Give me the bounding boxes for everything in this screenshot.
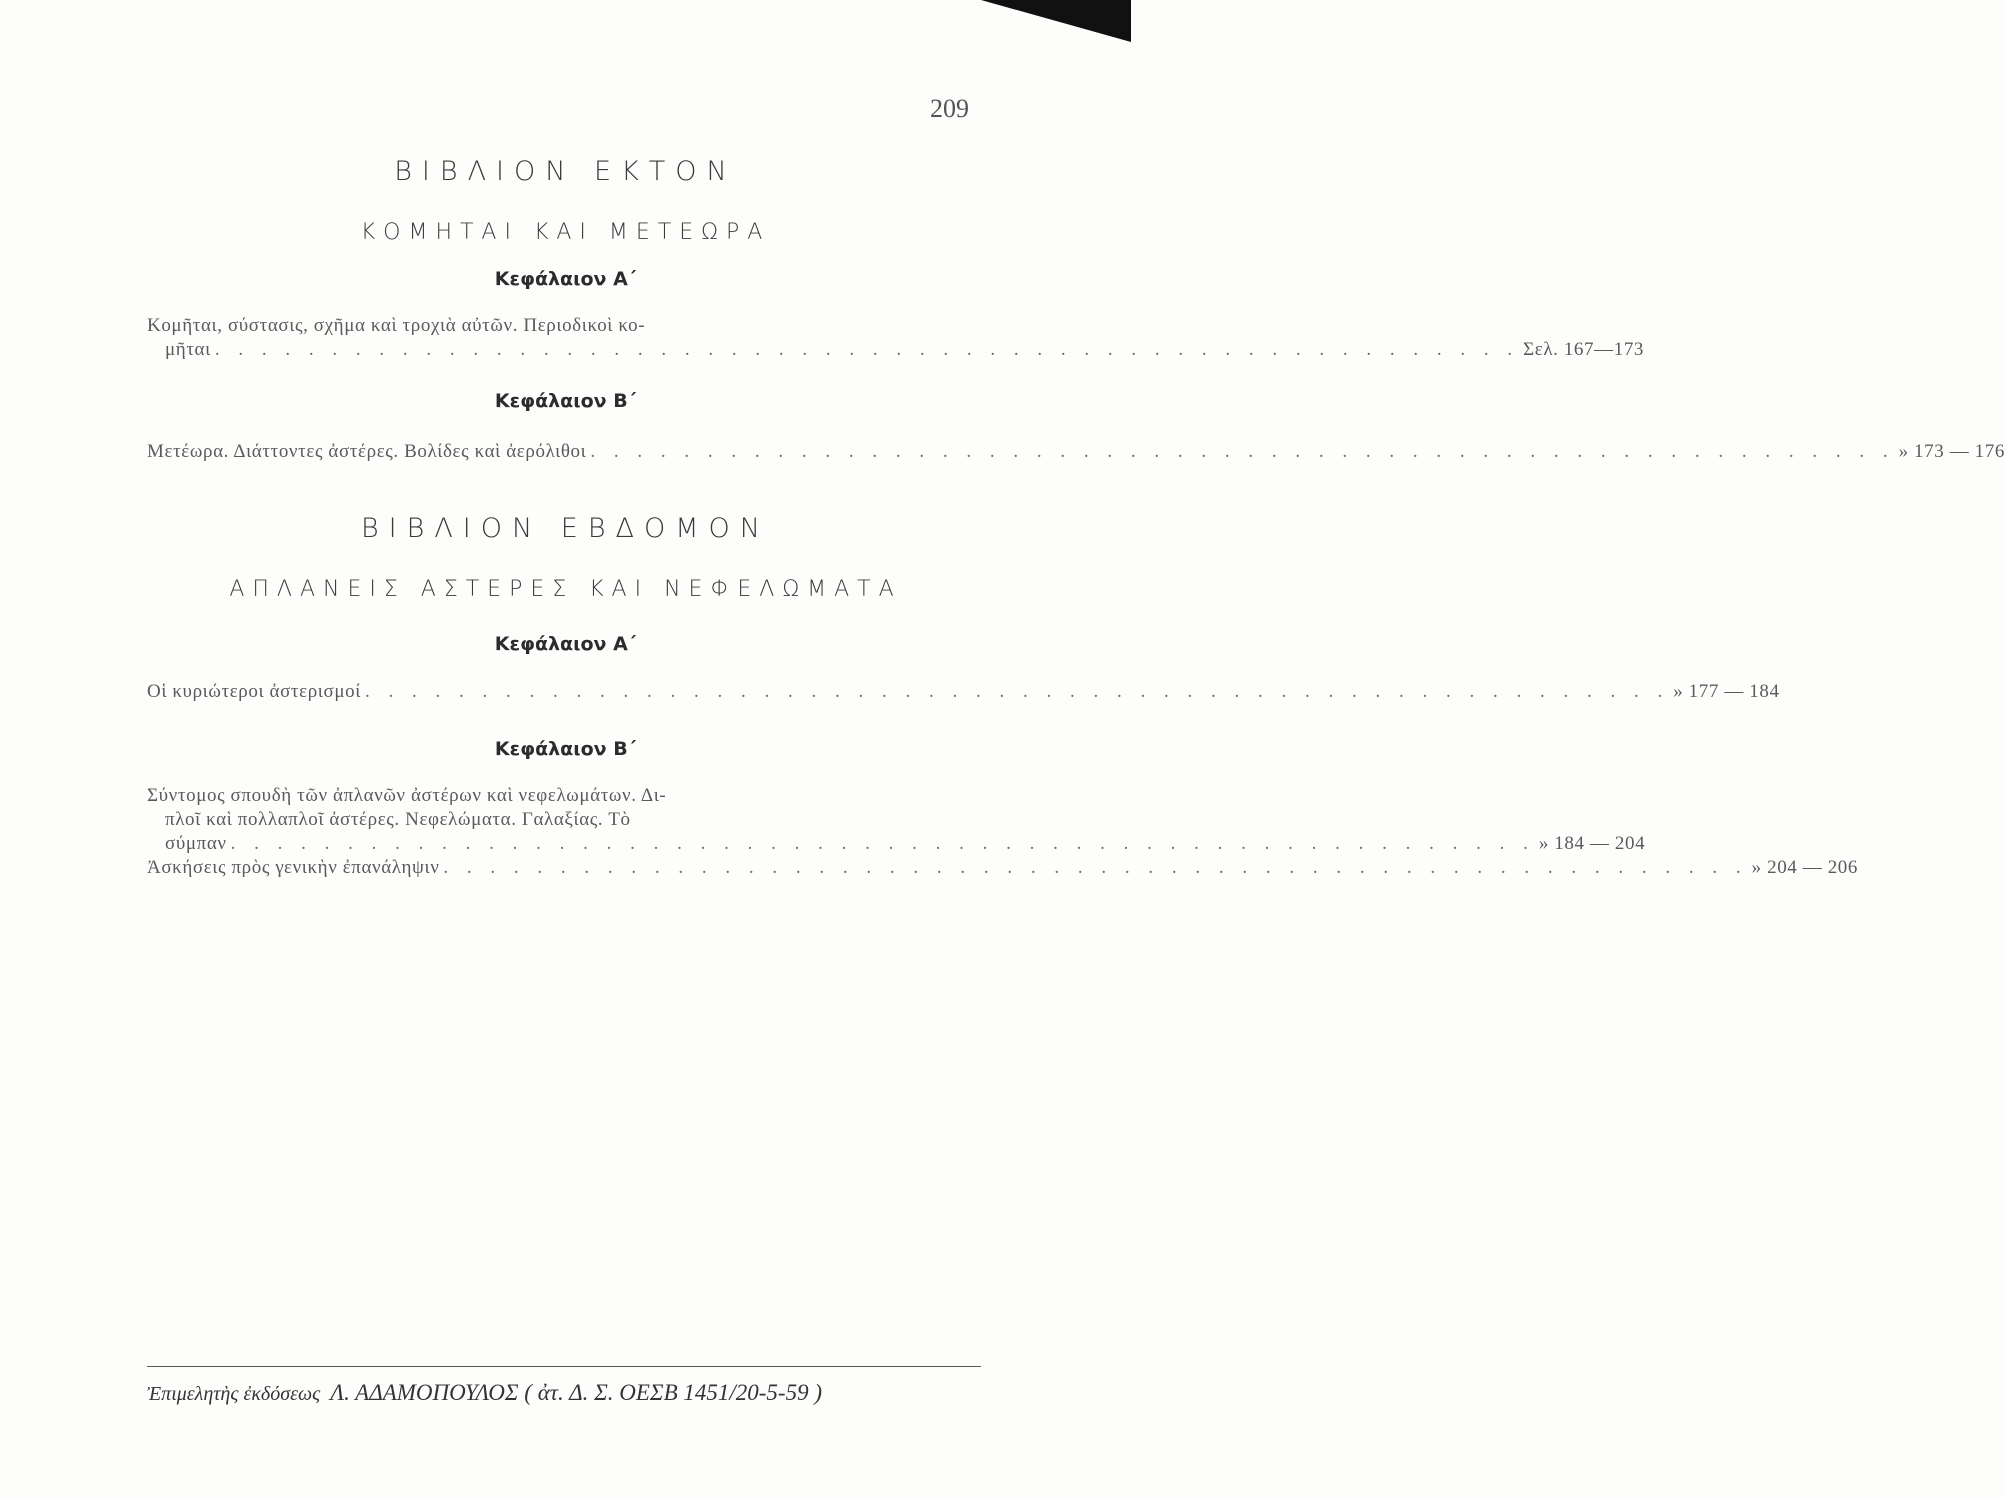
toc-entry-row-exercises <box>147 856 1858 880</box>
toc-entry-text: σύμπαν <box>165 833 227 854</box>
leader-dots: . . . . . . . . . . . . . . . . . . . . . . . . . . . . . . . . . . . . . . . . . . . . . . . . . . . . . . . . <box>590 441 1895 462</box>
book-six-subtitle: ΚΟΜΗΤΑΙ ΚΑΙ ΜΕΤΕΩΡΑ <box>360 220 771 245</box>
toc-entry-text: Σύντομος σπουδὴ τῶν ἀπλανῶν ἀστέρων καὶ νεφελωμάτων. Δι- <box>147 785 667 806</box>
footer-editor: Λ. ΑΔΑΜΟΠΟΥΛΟΣ ( ἀτ. Δ. Σ. ΟΕΣΒ 1451/20-5-59 ) <box>330 1380 822 1405</box>
book-seven-subtitle: ΑΠΛΑΝΕΙΣ ΑΣΤΕΡΕΣ ΚΑΙ ΝΕΦΕΛΩΜΑΤΑ <box>229 577 902 602</box>
toc-entry-text: μῆται <box>165 339 211 360</box>
page-number: 209 <box>930 94 969 123</box>
book-seven-chapter-b-heading: Κεφάλαιον Β΄ <box>494 738 637 760</box>
book-six-chapter-a-heading: Κεφάλαιον Α΄ <box>494 268 637 290</box>
page-range: » 204 — 206 <box>1751 857 1858 878</box>
toc-entry-comets <box>147 314 1645 362</box>
page-range: Σελ. 167—173 <box>1523 339 1645 360</box>
page-range: » 173 — 176 <box>1898 441 2005 462</box>
toc-entry-text: Ἀσκήσεις πρὸς γενικὴν ἐπανάληψιν <box>147 857 440 878</box>
toc-entry-row <box>147 680 1780 704</box>
footer-rule <box>147 1366 981 1367</box>
toc-entry-text: Οἱ κυριώτεροι ἀστερισμοί <box>147 681 361 702</box>
toc-entry-text: πλοῖ καὶ πολλαπλοῖ ἀστέρες. Νεφελώματα. Γαλαξίας. Τὸ <box>165 809 631 830</box>
toc-entry-text: Μετέωρα. Διάττοντες ἀστέρες. Βολίδες καὶ ἀερόλιθοι <box>147 441 587 462</box>
leader-dots: . . . . . . . . . . . . . . . . . . . . . . . . . . . . . . . . . . . . . . . . . . . . . . . . . . . . . . . . <box>214 339 1520 360</box>
toc-entry-constellations <box>147 680 1780 704</box>
toc-entry-fixed-stars <box>147 784 1858 880</box>
page-range: » 184 — 204 <box>1538 833 1646 854</box>
toc-entry-row <box>147 338 1645 362</box>
toc-entry-text: Κομῆται, σύστασις, σχῆμα καὶ τροχιὰ αὐτῶν. Περιοδικοὶ κο- <box>147 315 646 336</box>
toc-entry-row <box>147 440 2005 464</box>
book-seven-title: ΒΙΒΛΙΟΝ ΕΒΔΟΜΟΝ <box>361 513 770 544</box>
leader-dots: . . . . . . . . . . . . . . . . . . . . . . . . . . . . . . . . . . . . . . . . . . . . . . . . . . . . . . . . <box>230 833 1535 854</box>
scan-corner-shadow <box>981 0 1131 42</box>
toc-entry-meteors <box>147 440 2005 464</box>
footer-label: Ἐπιμελητὴς ἐκδόσεως <box>147 1383 321 1405</box>
book-six-title: ΒΙΒΛΙΟΝ ΕΚΤΟΝ <box>394 156 737 187</box>
toc-entry-row <box>147 832 1646 856</box>
leader-dots: . . . . . . . . . . . . . . . . . . . . . . . . . . . . . . . . . . . . . . . . . . . . . . . . . . . . . . . . <box>443 857 1748 878</box>
leader-dots: . . . . . . . . . . . . . . . . . . . . . . . . . . . . . . . . . . . . . . . . . . . . . . . . . . . . . . . . <box>364 681 1670 702</box>
book-seven-chapter-a-heading: Κεφάλαιον Α΄ <box>494 633 637 655</box>
book-six-chapter-b-heading: Κεφάλαιον Β΄ <box>494 390 637 412</box>
page-range: » 177 — 184 <box>1673 681 1780 702</box>
footer-imprint <box>147 1380 987 1406</box>
